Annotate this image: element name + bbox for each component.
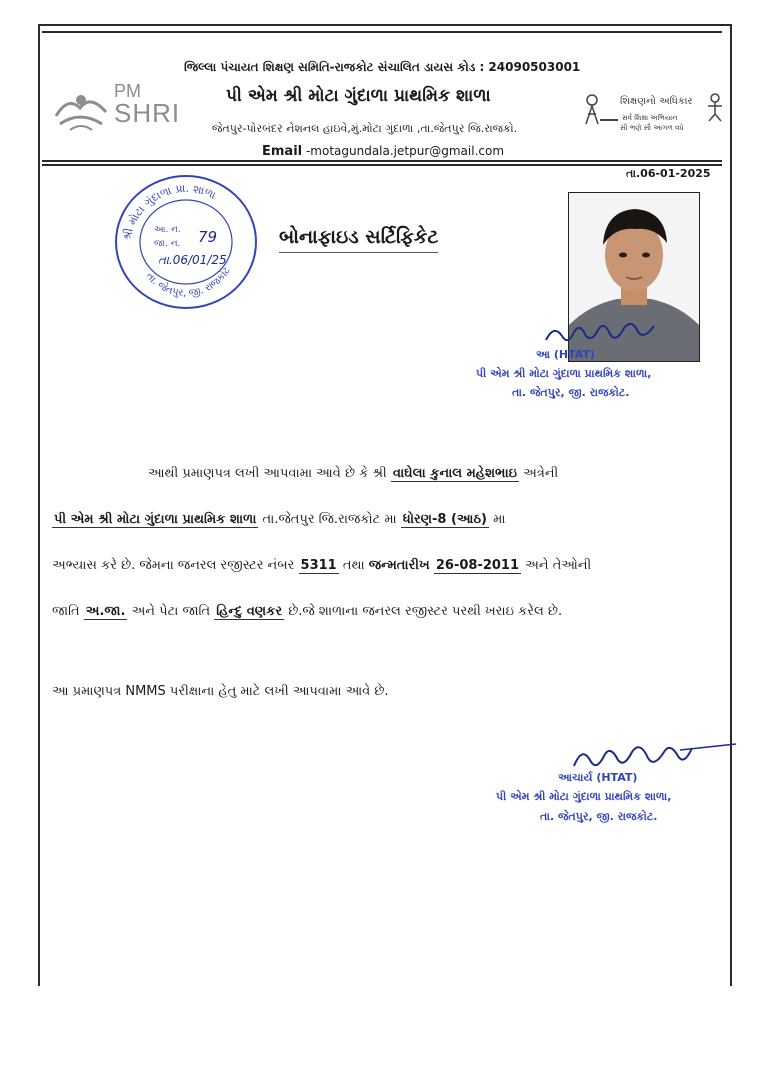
gr-number: 5311 bbox=[300, 558, 337, 573]
body-l3-mid: તથા bbox=[342, 558, 365, 573]
seal-bottom-place: તા. જેતપુર, જી. રાજકોટ. bbox=[540, 810, 658, 823]
school-address: જેતપુર-પોરબંદર નેશનલ હાઇવે,મું.મોટા ગુંદાળા ,તા.જેતપુર જિ.રાજકો. bbox=[212, 122, 518, 135]
email-line bbox=[262, 144, 504, 159]
rte-subtitle-2: સૌ ભણે સૌ આગળ વધે bbox=[620, 124, 684, 132]
seal-bottom-school: પી એમ શ્રી મોટા ગુંદાળા પ્રાથમિક શાળા, bbox=[496, 790, 672, 803]
seal-top-place: તા. જેતપુર, જી. રાજકોટ. bbox=[512, 386, 630, 399]
body-line-4 bbox=[52, 604, 562, 619]
header-top-rule bbox=[42, 31, 722, 33]
signature-top bbox=[540, 312, 660, 352]
body-l3-pre: અભ્યાસ કરે છે. જેમના જનરલ રજીસ્ટર નંબર bbox=[52, 558, 295, 573]
header-bottom-rule bbox=[42, 160, 722, 162]
body-l4-post: છે.જે શાળાના જનરલ રજીસ્ટર પરથી ખરાઇ કરેલ છે. bbox=[288, 604, 563, 619]
stamp-date: તા.06/01/25 bbox=[158, 253, 227, 267]
email-value: -motagundala.jetpur@gmail.com bbox=[305, 144, 505, 158]
header-bottom-rule-2 bbox=[42, 164, 722, 166]
stamp-ring-text: શ્રી મોટા ગુંદાળા પ્રા. શાળા bbox=[120, 181, 218, 242]
pm-text: PM bbox=[114, 81, 141, 101]
standard: ધોરણ-8 (આઠ) bbox=[402, 512, 487, 527]
caste: અ.જા. bbox=[85, 604, 126, 619]
body-l2-post: મા bbox=[493, 512, 506, 527]
school-name-title: પી એમ શ્રી મોટા ગુંદાળા પ્રાથમિક શાળા bbox=[226, 86, 491, 106]
issue-date: તા.06-01-2025 bbox=[626, 167, 711, 180]
date-of-birth: 26-08-2011 bbox=[435, 558, 520, 573]
stamp-jn-label: જા. ન. bbox=[154, 239, 181, 249]
body-line-3 bbox=[52, 558, 591, 573]
stamp-bottom-text: તા. જેતપુર, જી. રાજકોટ bbox=[143, 265, 233, 300]
seal-bottom-role: આચાર્ય (HTAT) bbox=[558, 771, 638, 784]
body-l3-post: અને તેઓની bbox=[525, 558, 592, 573]
body-l4-mid: અને પેટા જાતિ bbox=[131, 604, 211, 619]
seal-top-role: આ (HTAT) bbox=[536, 348, 595, 361]
rte-subtitle-1: સર્વ શિક્ષા અભિયાન bbox=[622, 114, 678, 122]
school-fill: પી એમ શ્રી મોટા ગુંદાળા પ્રાથમિક શાળા bbox=[54, 512, 257, 527]
rte-logo bbox=[580, 88, 728, 142]
student-name: વાઘેલા કુનાલ મહેશભાઇ bbox=[392, 466, 517, 481]
body-l2-mid: તા.જેતપુર જિ.રાજકોટ મા bbox=[262, 512, 397, 527]
stamp-an-label: આ. ન. bbox=[154, 225, 181, 235]
shri-text: SHRI bbox=[114, 98, 181, 128]
sub-caste: હિન્દુ વણકર bbox=[216, 604, 283, 619]
body-l1-post: અત્રેની bbox=[523, 466, 559, 481]
rte-title: શિક્ષણનો અધિકાર bbox=[620, 96, 693, 107]
seal-top-school: પી એમ શ્રી મોટા ગુંદાળા પ્રાથમિક શાળા, bbox=[476, 367, 652, 380]
stamp-number: 79 bbox=[198, 228, 218, 246]
body-line-2 bbox=[52, 512, 505, 527]
email-label: Email bbox=[262, 144, 303, 159]
dob-label: જન્મતારીખ bbox=[368, 558, 430, 573]
body-l1-pre: આથી પ્રમાણપત્ર લખી આપવામા આવે છે કે શ્રી bbox=[148, 466, 387, 481]
pm-shri-logo bbox=[50, 82, 200, 138]
body-line-1 bbox=[148, 466, 558, 481]
body-l4-pre: જાતિ bbox=[52, 604, 80, 619]
round-office-stamp bbox=[112, 172, 260, 312]
dise-code-line: જિલ્લા પંચાયત શિક્ષણ સમિતિ-રાજકોટ સંચાલિત ડાયસ કોડ : 24090503001 bbox=[184, 60, 581, 74]
certificate-title: બોનાફાઇડ સર્ટિફિકેટ bbox=[279, 226, 438, 253]
purpose-line: આ પ્રમાણપત્ર NMMS પરીક્ષાના હેતુ માટે લખી આપવામા આવે છે. bbox=[52, 684, 389, 699]
